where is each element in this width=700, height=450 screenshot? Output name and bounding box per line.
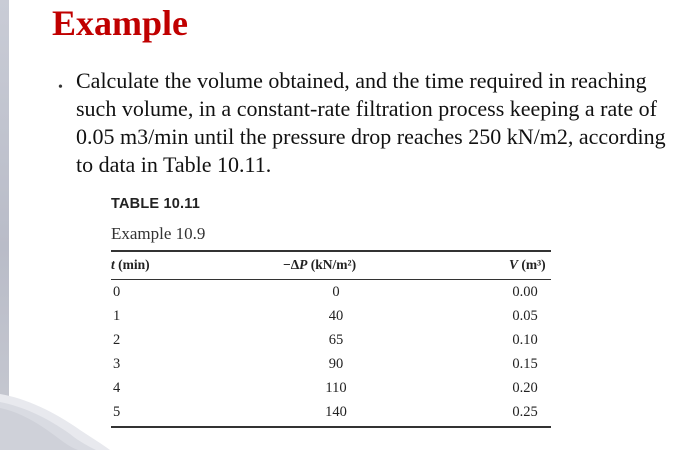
cell-volume: 0.15 [512, 356, 538, 372]
table-bottom-rule [111, 426, 551, 428]
table-row [0, 356, 700, 378]
cell-pressure-drop: 90 [328, 356, 344, 372]
bullet-dot: • [58, 80, 63, 95]
column-header-time [111, 257, 150, 273]
column-header-pressure-unit: (kN/m²) [307, 257, 357, 272]
table-row [0, 308, 700, 330]
table-subcaption: Example 10.9 [111, 224, 206, 243]
column-header-pressure-prefix: −Δ [283, 257, 300, 272]
column-header-pressure-var: P [299, 257, 308, 272]
table-top-rule [111, 250, 551, 252]
column-header-time-var: t [111, 257, 115, 272]
column-header-pressure-drop [283, 257, 356, 273]
cell-pressure-drop: 40 [328, 308, 344, 324]
cell-time: 3 [113, 356, 121, 372]
cell-time: 4 [113, 380, 121, 396]
slide-title: Example [52, 3, 189, 43]
table-caption: TABLE 10.11 [111, 196, 200, 212]
cell-time: 2 [113, 332, 121, 348]
cell-pressure-drop: 140 [325, 404, 347, 420]
column-header-volume [509, 257, 546, 273]
table-row [0, 380, 700, 402]
cell-volume: 0.10 [512, 332, 538, 348]
cell-volume: 0.20 [512, 380, 538, 396]
cell-volume: 0.05 [512, 308, 538, 324]
cell-time: 1 [113, 308, 121, 324]
column-header-time-unit: (min) [114, 257, 150, 272]
cell-time: 0 [113, 284, 121, 300]
problem-statement: Calculate the volume obtained, and the time required in reaching such volume, in a constant-rate filtration process keeping a rate of 0.05 m3/min until the pressure drop reaches 250 kN/m2, according to data in Table 10.11. [76, 68, 666, 177]
column-header-volume-var: V [509, 257, 519, 272]
table-row [0, 284, 700, 306]
cell-pressure-drop: 65 [328, 332, 344, 348]
cell-pressure-drop: 110 [325, 380, 347, 396]
table-header-rule [111, 279, 551, 280]
table-row [0, 332, 700, 354]
cell-pressure-drop: 0 [332, 284, 340, 300]
column-header-volume-unit: (m³) [518, 257, 546, 272]
table-row [0, 404, 700, 426]
cell-time: 5 [113, 404, 121, 420]
cell-volume: 0.00 [512, 284, 538, 300]
cell-volume: 0.25 [512, 404, 538, 420]
